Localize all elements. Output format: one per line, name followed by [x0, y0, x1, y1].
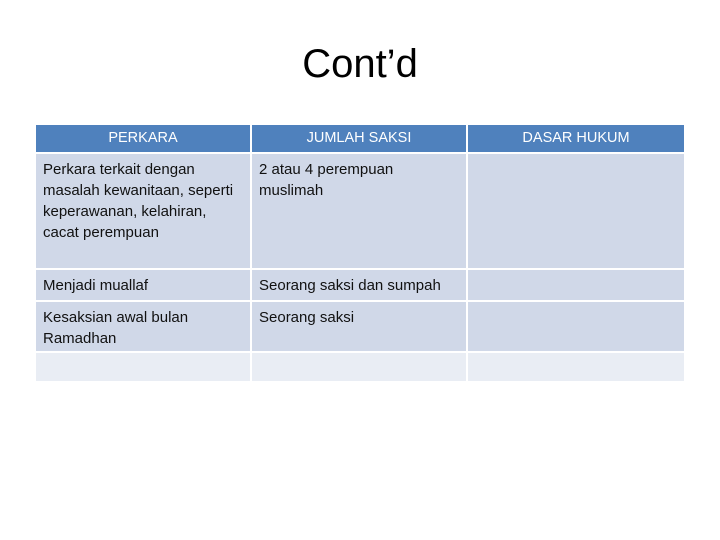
table-cell-dasar-hukum — [468, 302, 684, 353]
header-perkara: PERKARA — [36, 125, 252, 154]
table-row-empty — [36, 353, 684, 383]
table-row — [36, 270, 684, 302]
table-cell-jumlah-saksi: Seorang saksi dan sumpah — [252, 270, 468, 302]
table-cell-perkara: Menjadi muallaf — [36, 270, 252, 302]
table-cell-perkara: Kesaksian awal bulan Ramadhan — [36, 302, 252, 353]
data-table — [36, 125, 684, 383]
table-cell-dasar-hukum — [468, 270, 684, 302]
slide-title: Cont’d — [302, 42, 418, 86]
table-cell-perkara — [36, 353, 252, 383]
header-dasar-hukum: DASAR HUKUM — [468, 125, 684, 154]
table-row — [36, 302, 684, 353]
table-cell-dasar-hukum — [468, 353, 684, 383]
table-cell-jumlah-saksi: Seorang saksi — [252, 302, 468, 353]
table-row — [36, 154, 684, 270]
table-cell-perkara: Perkara terkait dengan masalah kewanitaan, seperti keperawanan, kelahiran, cacat perempuan — [36, 154, 252, 270]
header-jumlah-saksi: JUMLAH SAKSI — [252, 125, 468, 154]
table-cell-jumlah-saksi — [252, 353, 468, 383]
table-cell-jumlah-saksi: 2 atau 4 perempuan muslimah — [252, 154, 468, 270]
table-header-row — [36, 125, 684, 154]
table-cell-dasar-hukum — [468, 154, 684, 270]
